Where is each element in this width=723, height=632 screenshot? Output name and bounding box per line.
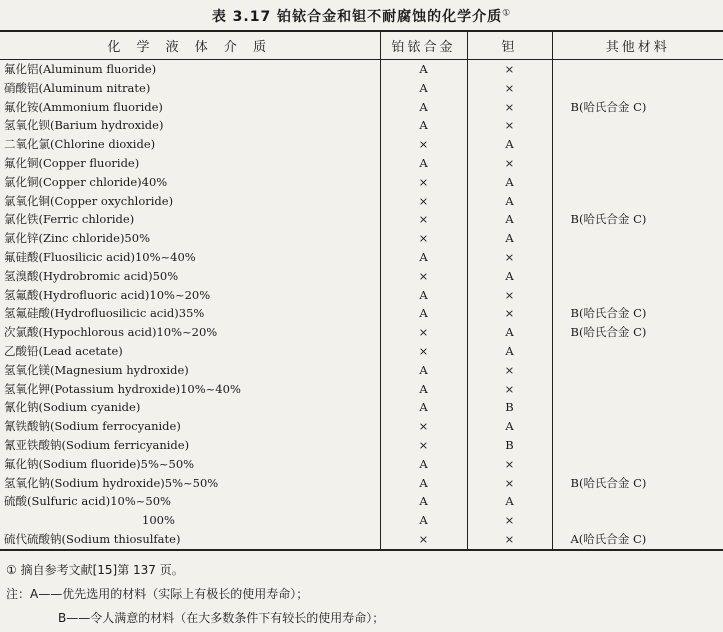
table-row [0,398,723,417]
cell-other-material [552,417,723,436]
cell-medium-name: 硝酸铝(Aluminum nitrate) [4,80,151,95]
cell-ta-rating: A [467,173,552,192]
cell-ta-rating: A [467,267,552,286]
table-row [0,511,723,530]
cell-ptir-rating: A [380,380,467,399]
header-medium: 化 学 液 体 介 质 [0,31,380,60]
table-row [0,116,723,135]
cell-ptir-rating: A [380,116,467,135]
cell-ta-rating: B [467,436,552,455]
cell-ptir-rating: × [380,229,467,248]
cell-ta-rating: × [467,380,552,399]
cell-ptir-rating: A [380,79,467,98]
header-ptir: 铂铱合金 [380,31,467,60]
cell-ptir-rating: × [380,192,467,211]
cell-other-material [552,342,723,361]
corrosion-table [0,30,723,551]
table-row [0,323,723,342]
table-row [0,173,723,192]
cell-medium-name: 硫酸(Sulfuric acid)10%~50% [4,494,171,509]
table-row [0,229,723,248]
cell-medium-name: 硫代硫酸钠(Sodium thiosulfate) [0,530,380,550]
cell-other-material [552,248,723,267]
table-header-row [0,31,723,60]
cell-ta-rating: × [467,79,552,98]
cell-medium-name: 氰亚铁酸钠(Sodium ferricyanide) [4,437,190,452]
cell-ta-rating: A [467,229,552,248]
cell-medium-name: 氟硅酸(Fluosilicic acid)10%~40% [4,249,196,264]
footnote-note-b: B——令人满意的材料（在大多数条件下有较长的使用寿命）； [58,611,385,625]
table-title [0,6,723,26]
cell-ptir-rating: A [380,492,467,511]
cell-medium-name: 乙酸铅(Lead acetate) [4,343,123,358]
cell-ptir-rating: A [380,304,467,323]
cell-ptir-rating: A [380,60,467,79]
cell-other-material [552,135,723,154]
cell-ptir-rating: × [380,135,467,154]
cell-other-material [552,361,723,380]
table-row [0,361,723,380]
cell-medium-name: 氢氧化钡(Barium hydroxide) [4,118,164,133]
cell-other-material: A(哈氏合金 C) [552,530,723,550]
cell-medium-name: 氰化钠(Sodium cyanide) [4,400,141,415]
cell-other-material [552,116,723,135]
table-row [0,267,723,286]
cell-ta-rating: × [467,455,552,474]
cell-other-material [552,229,723,248]
cell-ptir-rating: × [380,436,467,455]
cell-ptir-rating: A [380,361,467,380]
cell-ptir-rating: × [380,173,467,192]
cell-other-material [552,286,723,305]
cell-medium-name: 氟化铵(Ammonium fluoride) [4,99,163,114]
header-other: 其他材料 [552,31,723,60]
cell-ta-rating: A [467,417,552,436]
footnotes [6,558,384,630]
cell-medium-name: 氰铁酸钠(Sodium ferrocyanide) [4,419,181,434]
cell-ptir-rating: A [380,398,467,417]
cell-ta-rating: × [467,248,552,267]
cell-medium-name: 氢氟酸(Hydrofluoric acid)10%~20% [4,287,211,302]
cell-medium-name: 氢氧化钠(Sodium hydroxide)5%~50% [4,475,219,490]
cell-ta-rating: × [467,511,552,530]
cell-ta-rating: A [467,210,552,229]
cell-other-material [552,492,723,511]
footnote-note-a: 注：A——优先选用的材料（实际上有极长的使用寿命）； [6,587,309,601]
cell-medium-name: 二氧化氯(Chlorine dioxide) [4,137,156,152]
cell-ptir-rating: A [380,286,467,305]
cell-ta-rating: B [467,398,552,417]
table-row [0,474,723,493]
cell-other-material: B(哈氏合金 C) [552,98,723,117]
table-row [0,492,723,511]
cell-other-material [552,380,723,399]
cell-other-material [552,398,723,417]
cell-other-material: B(哈氏合金 C) [552,474,723,493]
cell-other-material [552,79,723,98]
cell-ta-rating: × [467,304,552,323]
cell-ptir-rating: A [380,511,467,530]
cell-medium-name: 氯化锌(Zinc chloride)50% [4,231,150,246]
table-row [0,530,723,550]
cell-medium-name: 氯氧化铜(Copper oxychloride) [4,193,174,208]
table-row [0,286,723,305]
cell-ta-rating: × [467,286,552,305]
cell-other-material [552,455,723,474]
cell-medium-name: 氯化铜(Copper chloride)40% [4,174,168,189]
cell-medium-name: 氟化钠(Sodium fluoride)5%~50% [4,456,195,471]
table-row [0,455,723,474]
cell-ta-rating: × [467,60,552,79]
table-row [0,436,723,455]
table-row [0,154,723,173]
cell-ptir-rating: A [380,248,467,267]
cell-ptir-rating: × [380,417,467,436]
cell-ta-rating: A [467,135,552,154]
cell-ptir-rating: A [380,455,467,474]
table-title-text: 表 3.17 铂铱合金和钽不耐腐蚀的化学介质 [211,9,503,25]
header-ta: 钽 [467,31,552,60]
cell-ptir-rating: × [380,530,467,550]
cell-medium-name: 氢氧化镁(Magnesium hydroxide) [4,362,189,377]
cell-medium-name: 氢溴酸(Hydrobromic acid)50% [4,268,179,283]
cell-ta-rating: × [467,530,552,550]
cell-other-material [552,60,723,79]
cell-other-material [552,173,723,192]
table-row [0,248,723,267]
cell-ta-rating: A [467,323,552,342]
cell-ptir-rating: A [380,98,467,117]
cell-ptir-rating: A [380,154,467,173]
footnote-source: ① 摘自参考文献[15]第 137 页。 [6,563,184,577]
table-row [0,210,723,229]
cell-medium-name: 次氯酸(Hypochlorous acid)10%~20% [4,325,218,340]
table-body [0,60,723,550]
cell-medium-name: 氢氟硅酸(Hydrofluosilicic acid)35% [4,306,205,321]
cell-other-material: B(哈氏合金 C) [552,304,723,323]
cell-medium-name: 氯化铁(Ferric chloride) [4,212,135,227]
table-row [0,135,723,154]
cell-ta-rating: × [467,361,552,380]
cell-medium-name: 氟化铜(Copper fluoride) [4,155,140,170]
cell-ptir-rating: × [380,210,467,229]
table-row [0,192,723,211]
cell-other-material [552,436,723,455]
cell-ta-rating: × [467,98,552,117]
cell-ta-rating: A [467,192,552,211]
cell-other-material [552,192,723,211]
cell-other-material: B(哈氏合金 C) [552,323,723,342]
cell-ta-rating: × [467,154,552,173]
cell-medium-name: 氟化铝(Aluminum fluoride) [4,62,157,76]
table-row [0,342,723,361]
cell-ptir-rating: × [380,323,467,342]
title-footnote-mark: ① [502,8,512,19]
cell-ta-rating: × [467,474,552,493]
cell-other-material [552,511,723,530]
cell-medium-name: 100% [142,513,175,528]
cell-ptir-rating: A [380,474,467,493]
cell-other-material [552,267,723,286]
table-row [0,60,723,79]
table-row [0,417,723,436]
cell-ta-rating: A [467,492,552,511]
cell-ta-rating: A [467,342,552,361]
cell-ta-rating: × [467,116,552,135]
table-row [0,304,723,323]
table-row [0,98,723,117]
cell-other-material [552,154,723,173]
cell-other-material: B(哈氏合金 C) [552,210,723,229]
cell-ptir-rating: × [380,267,467,286]
table-row [0,79,723,98]
table-row [0,380,723,399]
cell-medium-name: 氢氧化钾(Potassium hydroxide)10%~40% [4,381,241,396]
cell-ptir-rating: × [380,342,467,361]
